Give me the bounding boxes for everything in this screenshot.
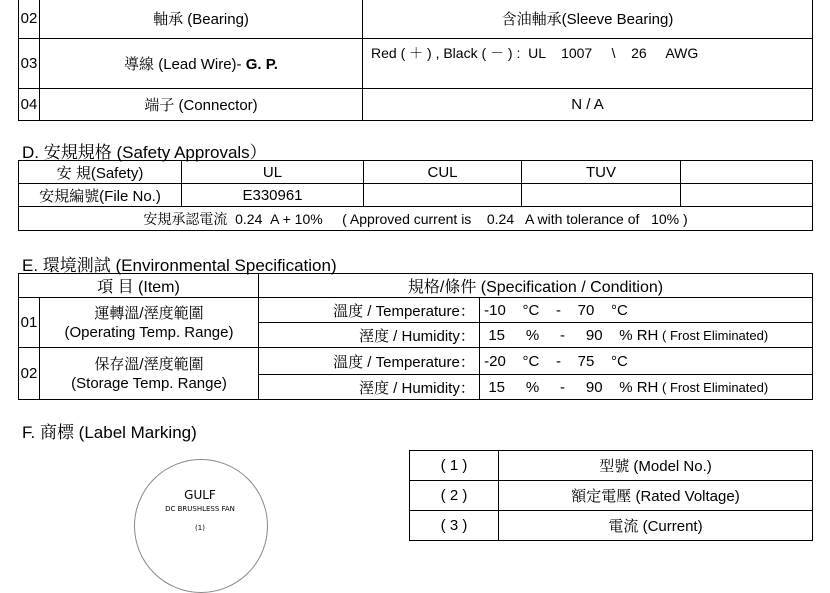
row-number: 02: [19, 0, 40, 39]
marking-description: 型號 (Model No.): [499, 451, 813, 481]
safety-header: 安 規(Safety): [19, 161, 182, 184]
operating-humidity-value: 15 % - 90 % RH ( Frost Eliminated): [480, 323, 813, 348]
storage-humidity-label: 溼度 / Humidity：: [259, 375, 480, 400]
spec-header: 規格/條件 (Specification / Condition): [259, 274, 813, 298]
connector-value: N / A: [363, 89, 813, 121]
label-marking-table: [409, 450, 813, 541]
marking-description: 電流 (Current): [499, 511, 813, 541]
environmental-spec-heading: E. 環境測試 (Environmental Specification): [22, 256, 337, 275]
tuv-header: TUV: [522, 161, 681, 184]
marking-index: ( 3 ): [410, 511, 499, 541]
lead-wire-grade: G. P.: [245, 56, 278, 73]
bearing-value: 含油軸承(Sleeve Bearing): [363, 0, 813, 39]
row-number: 04: [19, 89, 40, 121]
file-no-label: 安規編號(File No.): [19, 184, 182, 207]
label-brand: GULF: [184, 488, 216, 502]
storage-humidity-value: 15 % - 90 % RH ( Frost Eliminated): [480, 375, 813, 400]
label-index: (1): [195, 524, 205, 532]
safety-approvals-heading: D. 安規規格 (Safety Approvals）: [22, 143, 267, 162]
bearing-wire-connector-table: [18, 0, 813, 121]
ul-file-no: E330961: [182, 184, 364, 207]
tuv-file-no: [522, 184, 681, 207]
row-number: 02: [19, 348, 40, 400]
operating-humidity-label: 溼度 / Humidity：: [259, 323, 480, 348]
row-number: 03: [19, 39, 40, 89]
lead-wire-label: 導線 (Lead Wire)- G. P.: [40, 39, 363, 89]
safety-approvals-table: [18, 160, 813, 231]
storage-temp-value: -20 °C - 75 °C: [480, 348, 813, 375]
other-file-no: [681, 184, 813, 207]
empty-header: [681, 161, 813, 184]
row-number: 01: [19, 298, 40, 348]
connector-label: 端子 (Connector): [40, 89, 363, 121]
label-marking-heading: F. 商標 (Label Marking): [22, 423, 197, 442]
ul-header: UL: [182, 161, 364, 184]
marking-index: ( 1 ): [410, 451, 499, 481]
bearing-label: 軸承 (Bearing): [40, 0, 363, 39]
storage-range-label: 保存溫/溼度範圍 (Storage Temp. Range): [40, 348, 259, 400]
storage-temp-label: 溫度 / Temperature：: [259, 348, 480, 375]
environmental-spec-table: [18, 273, 813, 400]
marking-description: 額定電壓 (Rated Voltage): [499, 481, 813, 511]
cul-file-no: [364, 184, 522, 207]
cul-header: CUL: [364, 161, 522, 184]
operating-temp-label: 溫度 / Temperature：: [259, 298, 480, 323]
marking-index: ( 2 ): [410, 481, 499, 511]
approved-current: 安規承認電流 0.24 A + 10% ( Approved current is 0.24 A with tolerance of 10% ): [19, 207, 813, 231]
label-product-line: DC BRUSHLESS FAN: [165, 505, 235, 513]
operating-temp-value: -10 °C - 70 °C: [480, 298, 813, 323]
lead-wire-value: Red ( ＋ ) , Black ( － ) : UL 1007 \ 26 AWG: [363, 39, 813, 89]
item-header: 項 目 (Item): [19, 274, 259, 298]
operating-range-label: 運轉溫/溼度範圍 (Operating Temp. Range): [40, 298, 259, 348]
